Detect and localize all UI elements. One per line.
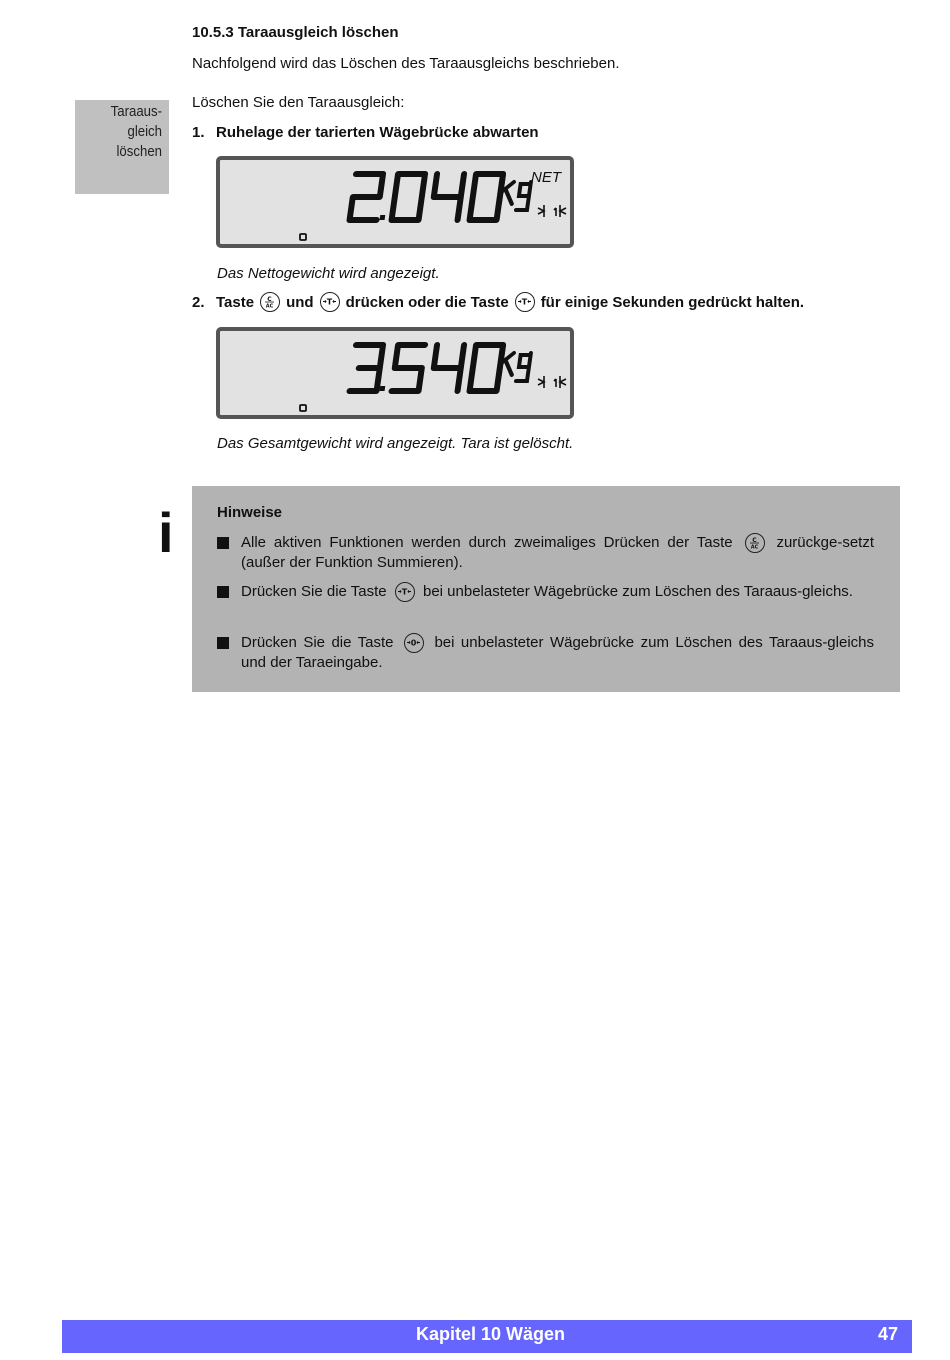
- marginal-line: Taraaus-: [110, 103, 162, 120]
- intro-text: Nachfolgend wird das Löschen des Taraausgleichs beschrieben.: [192, 55, 620, 72]
- zero-key-icon: [404, 633, 424, 653]
- step-text-d: für einige Sekunden gedrückt halten.: [540, 293, 805, 311]
- hint-title: Hinweise: [217, 504, 283, 521]
- hint-text-a: Alle aktiven Funktionen werden durch zweimaliges Drücken der Taste: [241, 534, 733, 551]
- hint-text-a: Drücken Sie die Taste: [241, 634, 394, 651]
- hint-text-b: zurückge-setzt (außer der Funktion Summieren).: [241, 534, 875, 572]
- stability-icon: [538, 205, 566, 217]
- step-1: [192, 124, 539, 141]
- lcd-graphic: [220, 331, 570, 415]
- bullet-icon: [217, 586, 229, 598]
- zero-key-label: 0: [410, 638, 417, 648]
- step-text-b: und: [286, 293, 314, 311]
- clear-key-icon: [260, 292, 280, 312]
- hint-item: [217, 633, 874, 673]
- lcd-graphic: [220, 160, 570, 244]
- tare-key-icon: [515, 292, 535, 312]
- scale-display-net: [216, 156, 574, 248]
- bullet-icon: [217, 537, 229, 549]
- stability-icon: [538, 376, 566, 388]
- hint-text-b: bei unbelasteter Wägebrücke zum Löschen des Taraaus-gleichs und der Taraeingabe.: [241, 634, 875, 672]
- hint-item: [217, 533, 874, 573]
- hint-text-a: Drücken Sie die Taste: [241, 583, 387, 600]
- scale-display-gross: [216, 327, 574, 419]
- hint-item: [217, 582, 874, 602]
- tare-key-icon: [320, 292, 340, 312]
- footer-chapter: Kapitel 10 Wägen: [416, 1324, 566, 1344]
- hint-text-b: bei unbelasteter Wägebrücke zum Löschen des Taraaus-gleichs.: [422, 583, 853, 600]
- tare-key-icon: [395, 582, 415, 602]
- step-text-a: Taste: [216, 293, 255, 311]
- tare-key-label: T: [326, 297, 332, 307]
- lcd-zero-indicator: [300, 234, 306, 240]
- step-text: Ruhelage der tarierten Wägebrücke abwarten: [216, 124, 539, 141]
- lead-text: Löschen Sie den Taraausgleich:: [192, 94, 405, 111]
- clear-key-bottom: AC: [750, 544, 758, 551]
- clear-key-bottom: AC: [265, 303, 274, 310]
- marginal-line: löschen: [116, 143, 162, 160]
- lcd-zero-indicator: [300, 405, 306, 411]
- lcd-unit: [499, 345, 532, 381]
- bullet-icon: [217, 637, 229, 649]
- section-title: 10.5.3 Taraausgleich löschen: [192, 24, 399, 41]
- step-text-c: drücken oder die Taste: [345, 293, 509, 311]
- marginal-note: [75, 100, 169, 194]
- tare-key-label: T: [521, 297, 527, 307]
- footer-page-number: 47: [877, 1324, 898, 1344]
- step-number: 1.: [192, 124, 205, 141]
- lcd-digits: [350, 345, 503, 391]
- clear-key-top: C: [751, 537, 757, 545]
- tare-key-label: T: [401, 587, 408, 597]
- lcd-digits: [350, 174, 503, 220]
- clear-key-icon: [745, 533, 765, 553]
- display-note-2: Das Gesamtgewicht wird angezeigt. Tara ist gelöscht.: [217, 435, 574, 452]
- clear-key-top: C: [267, 296, 272, 303]
- display-note-1: Das Nettogewicht wird angezeigt.: [217, 265, 440, 282]
- info-icon: i: [158, 501, 174, 564]
- step-number: 2.: [192, 293, 205, 311]
- page-footer: [62, 1320, 912, 1353]
- lcd-net-indicator: NET: [531, 169, 561, 186]
- marginal-line: gleich: [127, 123, 162, 140]
- lcd-unit: [499, 174, 532, 210]
- step-2: [192, 292, 804, 312]
